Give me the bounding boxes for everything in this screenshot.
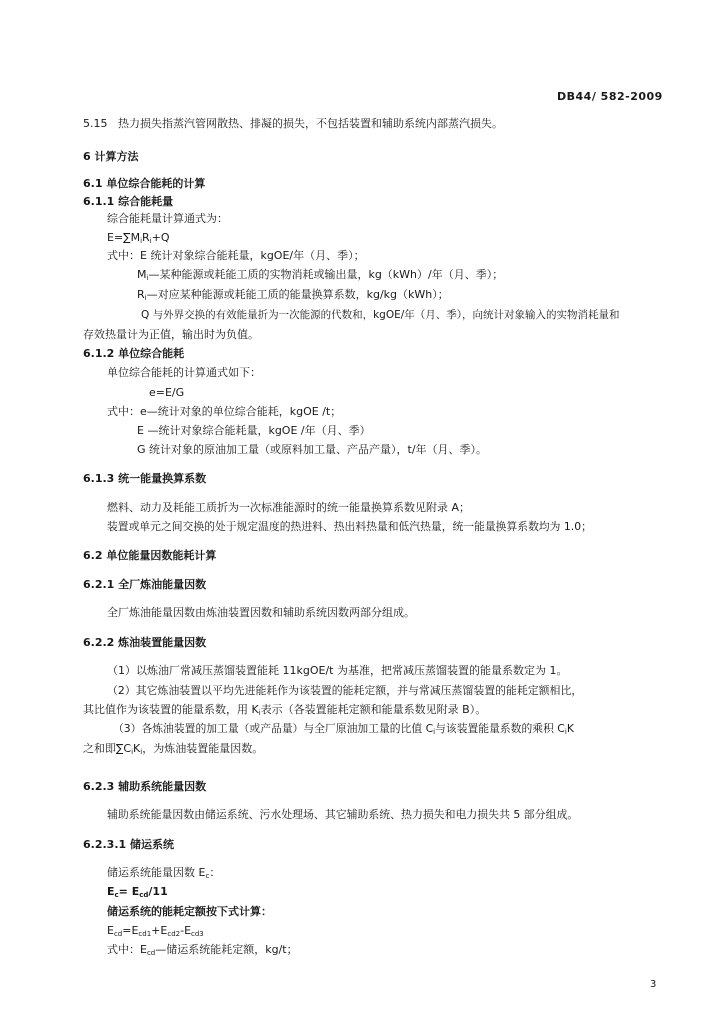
formula-part: +E — [151, 924, 168, 937]
text-sub: i — [433, 728, 436, 736]
definition-text: —对应某种能源或耗能工质的能量换算系数，kg/kg（kWh）； — [146, 288, 449, 301]
paragraph-text: 综合能耗量计算通式为： — [107, 212, 228, 225]
paragraph-text: 储运系统的能耗定额按下式计算： — [107, 905, 272, 918]
paragraph-text: 全厂炼油能量因数由炼油装置因数和辅助系统因数两部分组成。 — [107, 606, 415, 619]
paragraph-text: 燃料、动力及耗能工质折为一次标准能源时的统一能量换算系数见附录 A； — [107, 501, 471, 514]
text-part: ： — [209, 866, 221, 879]
definition-q: Q 与外界交换的有效能量折为一次能源的代数和，kgOE/年（月、季），向统计对象输入的实物消耗量和 — [141, 309, 620, 321]
formula-sub: c — [114, 891, 119, 899]
formula-part: -E — [180, 924, 192, 937]
text-sub: cd — [146, 949, 156, 957]
text-part: K — [133, 742, 141, 755]
paragraph-text: 装置或单元之间交换的处于规定温度的热进料、热出料热量和低汽热量，统一能量换算系数均为 1.0； — [107, 520, 592, 533]
formula-sub: cd — [139, 891, 149, 899]
formula-storage-quota — [107, 924, 204, 938]
formula-part: E — [107, 885, 115, 898]
definition-e-total: E —统计对象综合能耗量，kgOE /年（月、季） — [137, 424, 371, 437]
formula-part: =E — [122, 924, 139, 937]
formula-sub: cd1 — [138, 930, 152, 938]
text-part: —储运系统能耗定额，kg/t； — [155, 943, 298, 956]
symbol: R — [137, 288, 145, 301]
formula-part: /11 — [148, 885, 168, 898]
heading-6-2-3-1: 6.2.3.1 储运系统 — [83, 838, 174, 851]
heading-6-1: 6.1 单位综合能耗的计算 — [83, 177, 206, 190]
definition-e-unit: 式中：e—统计对象的单位综合能耗，kgOE /t； — [107, 405, 342, 418]
paragraph-text — [83, 742, 263, 756]
text-part: K — [566, 722, 574, 735]
clause-text: 热力损失指蒸汽管网散热、排凝的损失，不包括装置和辅助系统内部蒸汽损失。 — [118, 117, 503, 130]
text-sub: i — [564, 728, 567, 736]
definition-text: —某种能源或耗能工质的实物消耗或输出量，kg（kWh）/年（月、季）； — [148, 268, 504, 281]
paragraph-text: 单位综合能耗的计算通式如下： — [107, 366, 261, 379]
text-sub: i — [131, 748, 134, 756]
text-part: 与该装置能量系数的乘积 C — [435, 722, 565, 735]
definition-g: G 统计对象的原油加工量（或原料加工量、产品产量），t/年（月、季）。 — [137, 443, 488, 456]
standard-code-header: DB44/ 582-2009 — [557, 90, 663, 103]
heading-6-2-2: 6.2.2 炼油装置能量因数 — [83, 636, 207, 649]
heading-6-2-3: 6.2.3 辅助系统能量因数 — [83, 780, 207, 793]
formula-unit-energy: e=E/G — [149, 386, 185, 399]
heading-6-2: 6.2 单位能量因数能耗计算 — [83, 549, 217, 562]
formula-storage-factor — [107, 885, 168, 899]
text-part: 表示（各装置能耗定额和能量系数见附录 B）。 — [260, 703, 487, 716]
definition-mi — [137, 268, 503, 282]
text-part: 式中：E — [107, 943, 147, 956]
text-sub: i — [258, 709, 261, 717]
symbol-sub: i — [146, 274, 149, 282]
formula-sub: i — [149, 237, 152, 245]
formula-part: R — [142, 231, 150, 244]
formula-comprehensive-energy — [107, 231, 170, 245]
clause-5-15 — [83, 117, 503, 131]
formula-part: E — [107, 924, 114, 937]
symbol-sub: i — [144, 294, 147, 302]
text-part: 储运系统能量因数 E — [107, 866, 206, 879]
definition-ecd — [107, 943, 298, 957]
heading-6-1-2: 6.1.2 单位综合能耗 — [83, 347, 185, 360]
definition-q-continued: 存效热量计为正值，输出时为负值。 — [83, 328, 259, 341]
definition-ri — [137, 288, 449, 302]
heading-6-1-3: 6.1.3 统一能量换算系数 — [83, 472, 207, 485]
formula-part: = E — [118, 885, 140, 898]
paragraph-text — [83, 703, 486, 717]
text-part: （3）各炼油装置的加工量（或产品量）与全厂原油加工量的比值 C — [113, 722, 434, 735]
heading-6-1-1: 6.1.1 综合能耗量 — [83, 195, 174, 208]
formula-sub: cd — [113, 930, 123, 938]
formula-sub: cd3 — [191, 930, 204, 938]
text-sub: i — [140, 748, 143, 756]
paragraph-text — [113, 722, 574, 736]
definition-e: 式中：E 统计对象综合能耗量，kgOE/年（月、季）； — [107, 249, 365, 262]
formula-sub: cd2 — [167, 930, 181, 938]
text-part: ，为炼油装置能量因数。 — [142, 742, 264, 755]
text-part: 之和即∑C — [83, 742, 132, 755]
clause-number: 5.15 — [83, 117, 108, 130]
formula-sub: i — [140, 237, 143, 245]
text-part: 其比值作为该装置的能量系数，用 K — [83, 703, 259, 716]
paragraph-text — [107, 866, 220, 880]
paragraph-text: 辅助系统能量因数由储运系统、污水处理场、其它辅助系统、热力损失和电力损失共 5 部分组成。 — [107, 808, 579, 821]
symbol: M — [137, 268, 147, 281]
heading-6-2-1: 6.2.1 全厂炼油能量因数 — [83, 578, 207, 591]
formula-part: E=∑M — [107, 231, 141, 244]
formula-part: +Q — [151, 231, 170, 244]
heading-6: 6 计算方法 — [83, 150, 139, 163]
page-number: 3 — [650, 979, 657, 990]
text-sub: c — [205, 872, 210, 880]
paragraph-text: （1）以炼油厂常减压蒸馏装置能耗 11kgOE/t 为基准，把常减压蒸馏装置的能量系数定为 1。 — [107, 664, 568, 677]
paragraph-text: （2）其它炼油装置以平均先进能耗作为该装置的能耗定额，并与常减压蒸馏装置的能耗定额相比， — [107, 684, 583, 697]
